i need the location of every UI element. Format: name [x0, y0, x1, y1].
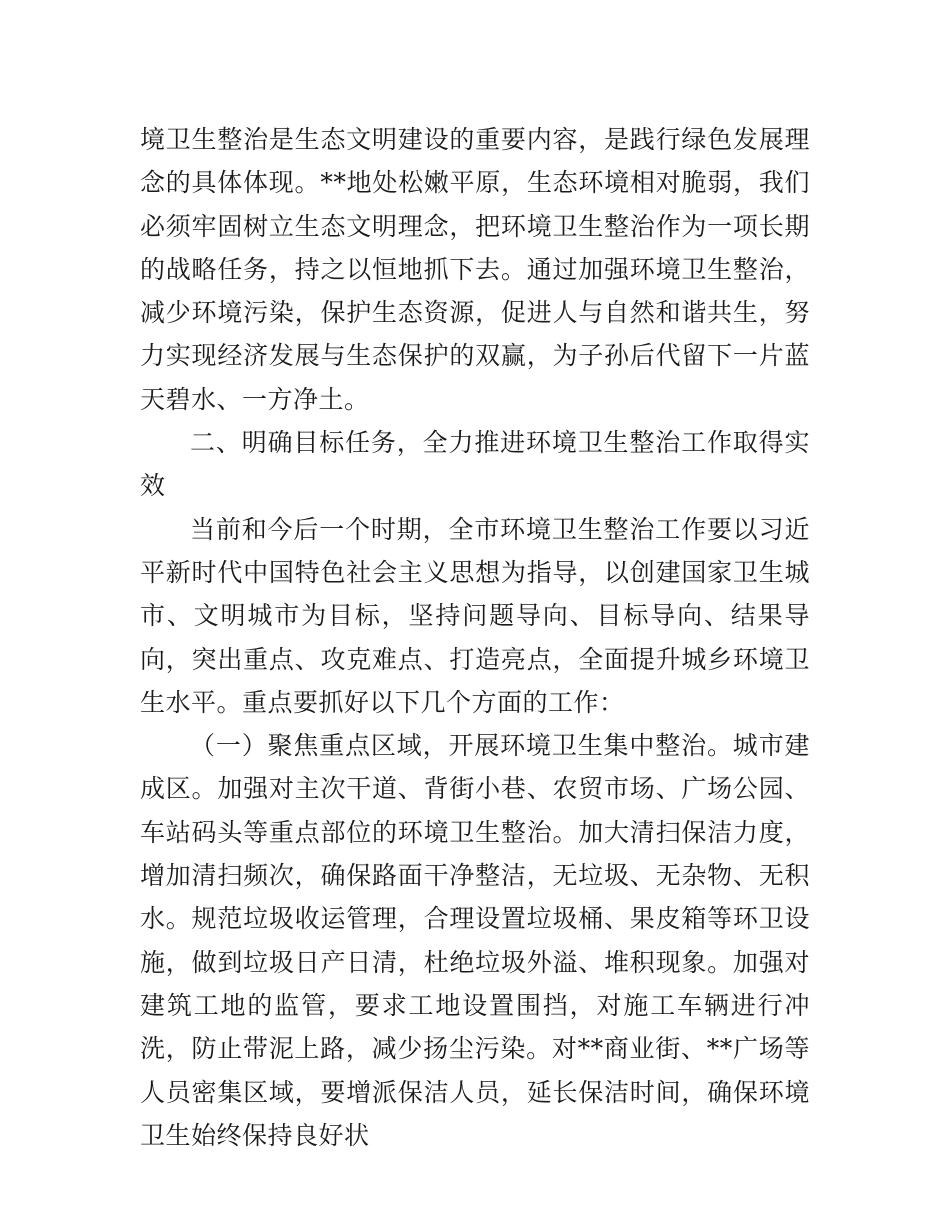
document-body [140, 118, 810, 1157]
paragraph-continuation: 境卫生整治是生态文明建设的重要内容，是践行绿色发展理念的具体体现。**地处松嫩平原，生态环境相对脆弱，我们必须牢固树立生态文明理念，把环境卫生整治作为一项长期的战略任务，持之以恒地抓下去。通过加强环境卫生整治，减少环境污染，保护生态资源，促进人与自然和谐共生，努力实现经济发展与生态保护的双赢，为子孙后代留下一片蓝天碧水、一方净土。 [140, 125, 810, 414]
paragraph-body: 当前和今后一个时期，全市环境卫生整治工作要以习近平新时代中国特色社会主义思想为指导，以创建国家卫生城市、文明城市为目标，坚持问题导向、目标导向、结果导向，突出重点、攻克难点、打造亮点，全面提升城乡环境卫生水平。重点要抓好以下几个方面的工作： [140, 514, 810, 717]
section-heading: 二、明确目标任务，全力推进环境卫生整治工作取得实效 [140, 428, 810, 501]
paragraph-subsection: （一）聚焦重点区域，开展环境卫生集中整治。城市建成区。加强对主次干道、背街小巷、农贸市场、广场公园、车站码头等重点部位的环境卫生整治。加大清扫保洁力度，增加清扫频次，确保路面干净整洁，无垃圾、无杂物、无积水。规范垃圾收运管理，合理设置垃圾桶、果皮箱等环卫设施，做到垃圾日产日清，杜绝垃圾外溢、堆积现象。加强对建筑工地的监管，要求工地设置围挡，对施工车辆进行冲洗，防止带泥上路，减少扬尘污染。对**商业街、**广场等人员密集区域，要增派保洁人员，延长保洁时间，确保环境卫生始终保持良好状 [140, 731, 810, 1150]
